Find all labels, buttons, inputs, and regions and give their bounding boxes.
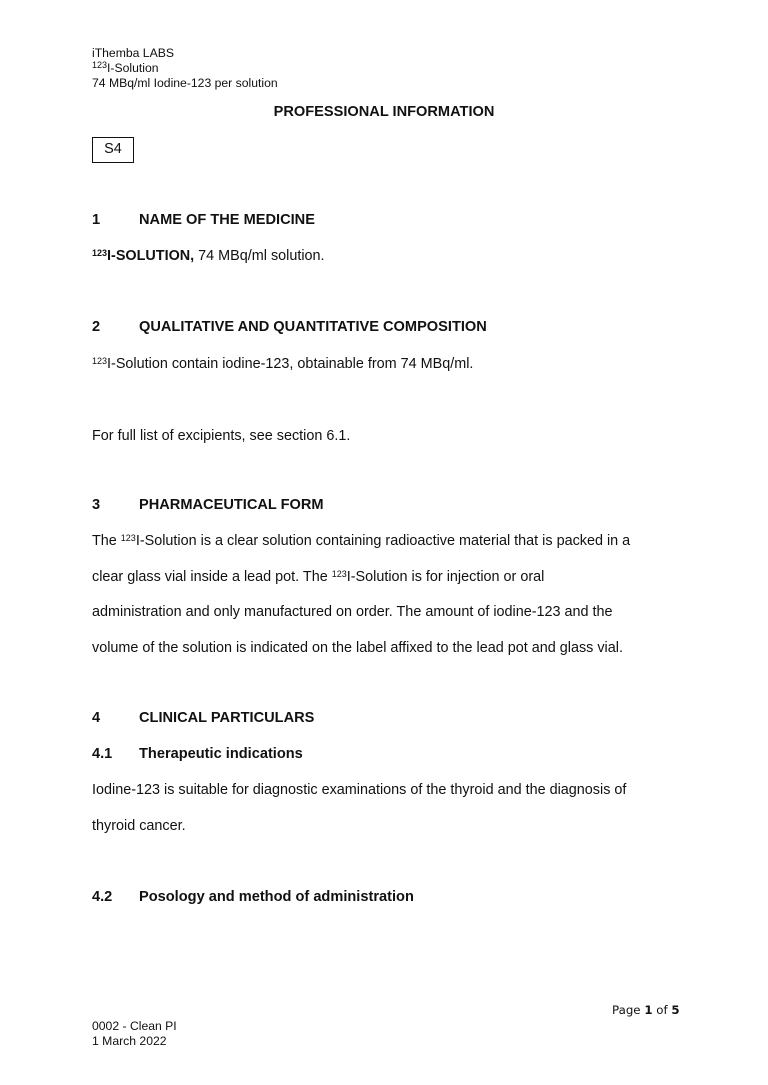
document-code: 0002 - Clean PI	[92, 1019, 177, 1033]
section-4-1-heading	[92, 746, 303, 762]
section-1-heading	[92, 212, 315, 228]
medicine-name-rest: 74 MBq/ml solution.	[194, 248, 325, 264]
text-span: of	[652, 1003, 672, 1017]
isotope-superscript: 123	[331, 568, 347, 579]
section-title: Therapeutic indications	[139, 746, 303, 762]
excipients-text: For full list of excipients, see section 6.1.	[92, 428, 351, 444]
medicine-name-bold: I-SOLUTION,	[107, 248, 195, 264]
header-product	[92, 61, 159, 76]
document-date: 1 March 2022	[92, 1034, 167, 1048]
paragraph-line: thyroid cancer.	[92, 817, 186, 834]
section-number: 4.2	[92, 889, 113, 905]
page-number	[612, 1003, 680, 1017]
composition-text	[92, 355, 473, 373]
text-span: clear glass vial inside a lead pot. The	[92, 568, 332, 585]
section-number: 3	[92, 497, 101, 513]
composition-text-body: I-Solution contain iodine-123, obtainable from 74 MBq/ml.	[107, 356, 474, 372]
section-3-heading	[92, 497, 324, 513]
section-4-2-heading	[92, 889, 414, 905]
page-title: PROFESSIONAL INFORMATION	[273, 104, 495, 120]
section-4-heading	[92, 710, 314, 726]
section-2-heading	[92, 319, 487, 335]
section-number: 2	[92, 319, 101, 335]
isotope-superscript: 123	[92, 248, 108, 258]
section-title: Posology and method of administration	[139, 889, 414, 905]
paragraph-line: administration and only manufactured on order. The amount of iodine-123 and the	[92, 604, 613, 620]
paragraph-line: Iodine-123 is suitable for diagnostic examinations of the thyroid and the diagnosis of	[92, 782, 627, 798]
total-pages: 5	[671, 1003, 680, 1017]
text-span: I-Solution is a clear solution containing radioactive material that is packed in a	[135, 533, 631, 549]
section-number: 1	[92, 212, 101, 228]
pharmaceutical-form-paragraph	[92, 532, 692, 674]
isotope-superscript: 123	[92, 356, 108, 366]
indications-paragraph	[92, 781, 692, 852]
section-title: QUALITATIVE AND QUANTITATIVE COMPOSITION	[139, 319, 487, 335]
header-strength: 74 MBq/ml Iodine-123 per solution	[92, 76, 278, 90]
isotope-superscript: 123	[92, 60, 108, 70]
schedule-badge: S4	[92, 137, 134, 163]
text-span: Page	[612, 1003, 645, 1017]
paragraph-line: volume of the solution is indicated on the label affixed to the lead pot and glass vial.	[92, 639, 623, 656]
current-page: 1	[644, 1003, 653, 1017]
section-title: NAME OF THE MEDICINE	[139, 212, 315, 228]
text-span: The	[92, 533, 121, 549]
header-company: iThemba LABS	[92, 46, 174, 60]
medicine-name	[92, 247, 325, 265]
header-product-name: I-Solution	[107, 61, 159, 75]
section-title: PHARMACEUTICAL FORM	[139, 497, 324, 513]
paragraph-line	[92, 532, 692, 568]
isotope-superscript: 123	[120, 533, 136, 543]
text-span: I-Solution is for injection or oral	[346, 568, 545, 585]
section-number: 4.1	[92, 746, 113, 762]
paragraph-line	[92, 568, 692, 604]
section-number: 4	[92, 710, 101, 726]
section-title: CLINICAL PARTICULARS	[139, 710, 315, 726]
